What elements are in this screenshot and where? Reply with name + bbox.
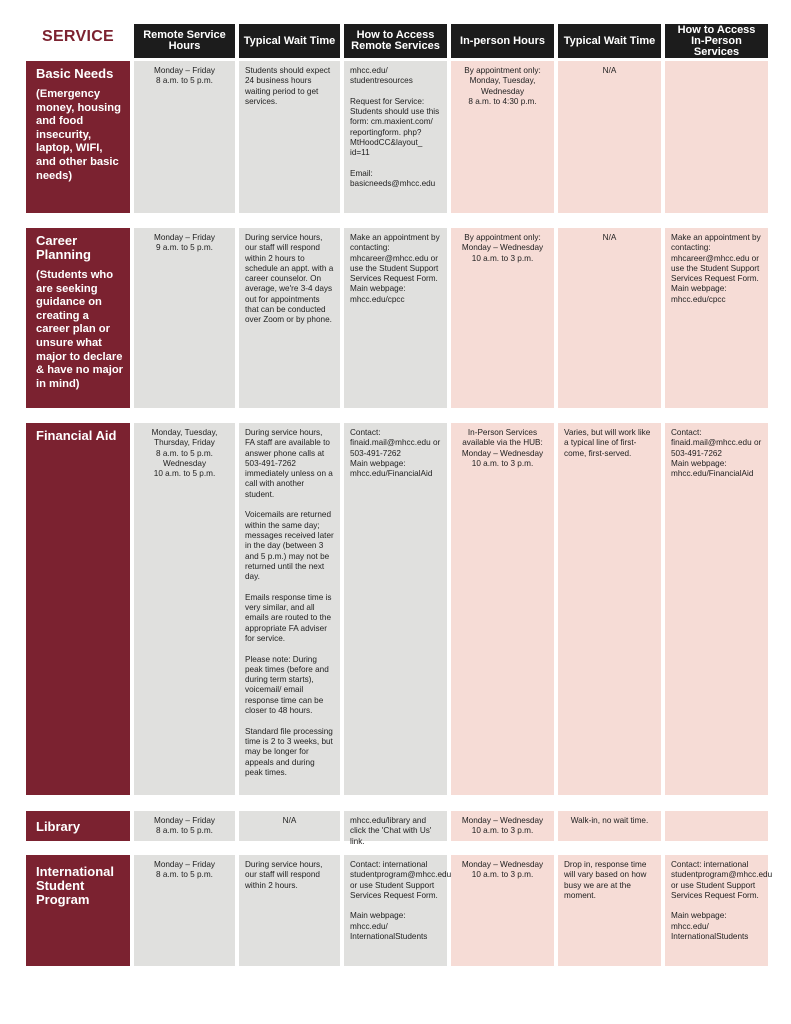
cell-remote-wait: N/A (239, 811, 340, 841)
cell-remote-access: mhcc.edu/library and click the 'Chat with Us' link. (344, 811, 447, 841)
service-name: Basic Needs (36, 66, 114, 81)
service-column-title: SERVICE (41, 28, 115, 45)
header-inperson-access: How to Access In-Person Services (665, 24, 768, 58)
service-name: Career Planning (36, 233, 91, 262)
cell-remote-access: Contact: finaid.mail@mhcc.edu or 503-491-7262 Main webpage: mhcc.edu/FinancialAid (344, 423, 447, 795)
cell-remote-wait: During service hours, our staff will respond within 2 hours. (239, 855, 340, 966)
header-inperson-hours: In-person Hours (451, 24, 554, 58)
cell-inperson-access: Contact: finaid.mail@mhcc.edu or 503-491-7262 Main webpage: mhcc.edu/FinancialAid (665, 423, 768, 795)
header-inperson-wait: Typical Wait Time (558, 24, 661, 58)
row-label-financial-aid (26, 423, 130, 795)
cell-remote-hours: Monday – Friday 9 a.m. to 5 p.m. (134, 228, 235, 408)
cell-inperson-wait: Walk-in, no wait time. (558, 811, 661, 841)
cell-inperson-access (665, 811, 768, 841)
cell-inperson-access: Contact: international studentprogram@mhcc.edu or use Student Support Services Request Form. Main webpage: mhcc.edu/ InternationalStudents (665, 855, 768, 966)
header-remote-access: How to Access Remote Services (344, 24, 447, 58)
cell-remote-hours: Monday – Friday 8 a.m. to 5 p.m. (134, 855, 235, 966)
cell-remote-hours: Monday, Tuesday, Thursday, Friday 8 a.m. to 5 p.m. Wednesday 10 a.m. to 5 p.m. (134, 423, 235, 795)
cell-inperson-hours: In-Person Services available via the HUB: Monday – Wednesday 10 a.m. to 3 p.m. (451, 423, 554, 795)
cell-remote-access: Contact: international studentprogram@mhcc.edu or use Student Support Services Request Form. Main webpage: mhcc.edu/ InternationalStudents (344, 855, 447, 966)
cell-remote-access: mhcc.edu/ studentresources Request for Service: Students should use this form: cm.maxient.com/ reportingform. php?MtHoodCC&layout_ id=11 Email: basicneeds@mhcc.edu (344, 61, 447, 213)
service-name: International Student Program (36, 864, 115, 907)
cell-inperson-hours: Monday – Wednesday 10 a.m. to 3 p.m. (451, 855, 554, 966)
cell-inperson-hours: By appointment only: Monday, Tuesday, Wednesday 8 a.m. to 4:30 p.m. (451, 61, 554, 213)
cell-remote-wait: During service hours, FA staff are available to answer phone calls at 503-491-7262 immediately unless on a call with another student. Voicemails are returned within the same day; messages received later in the day (between 3 and 5 p.m.) may not be returned until the next day. Emails response time is very similar, and all emails are routed to the appropriate FA adviser for service. Please note: During peak times (before and during term starts), voicemail/ email response time can be closer to 48 hours. Standard file processing time is 2 to 3 weeks, but may be longer for appeals and during peak times. (239, 423, 340, 795)
cell-inperson-wait: Drop in, response time will vary based on how busy we are at the moment. (558, 855, 661, 966)
cell-inperson-wait: Varies, but will work like a typical line of first-come, first-served. (558, 423, 661, 795)
service-description: (Students who are seeking guidance on creating a career plan or unsure what major to declare & have no major in mind) (36, 269, 124, 390)
cell-remote-hours: Monday – Friday 8 a.m. to 5 p.m. (134, 811, 235, 841)
cell-inperson-wait: N/A (558, 61, 661, 213)
service-name: Library (36, 819, 81, 834)
service-description: (Emergency money, housing and food insecurity, laptop, WIFI, and other basic needs) (36, 88, 121, 182)
cell-remote-access: Make an appointment by contacting: mhcareer@mhcc.edu or use the Student Support Services Request Form. Main webpage: mhcc.edu/cpcc (344, 228, 447, 408)
cell-inperson-hours: By appointment only: Monday – Wednesday 10 a.m. to 3 p.m. (451, 228, 554, 408)
row-label-international-student-program (26, 855, 130, 966)
header-remote-hours: Remote Service Hours (134, 24, 235, 58)
row-label-library (26, 811, 130, 841)
cell-remote-wait: Students should expect 24 business hours waiting period to get services. (239, 61, 340, 213)
header-remote-wait: Typical Wait Time (239, 24, 340, 58)
service-name: Financial Aid (36, 428, 117, 443)
cell-remote-hours: Monday – Friday 8 a.m. to 5 p.m. (134, 61, 235, 213)
row-label-basic-needs (26, 61, 130, 213)
cell-inperson-access (665, 61, 768, 213)
cell-inperson-wait: N/A (558, 228, 661, 408)
row-label-career-planning (26, 228, 130, 408)
cell-inperson-hours: Monday – Wednesday 10 a.m. to 3 p.m. (451, 811, 554, 841)
cell-inperson-access: Make an appointment by contacting: mhcareer@mhcc.edu or use the Student Support Services Request Form. Main webpage: mhcc.edu/cpcc (665, 228, 768, 408)
cell-remote-wait: During service hours, our staff will respond within 2 hours to schedule an appt. with a career counselor. On average, we're 3-4 days out for appointments that can be conducted over Zoom or by phone. (239, 228, 340, 408)
